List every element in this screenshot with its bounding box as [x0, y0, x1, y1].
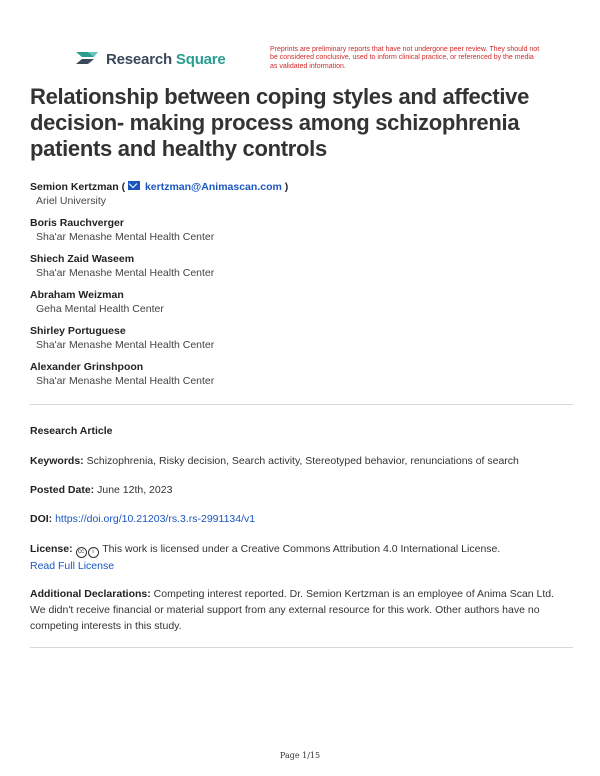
author-name: Boris Rauchverger: [30, 217, 124, 229]
author-item: [30, 180, 570, 216]
keywords: [30, 453, 570, 469]
additional-declarations: [30, 586, 570, 634]
logo-word-research: Research: [106, 50, 172, 68]
article-type: [30, 423, 570, 439]
logo-word-square: Square: [175, 50, 226, 68]
author-email-link[interactable]: [128, 181, 282, 193]
email-close-paren: ): [281, 181, 289, 193]
author-name: Shirley Portuguese: [30, 325, 126, 337]
author-affiliation: Sha'ar Menashe Mental Health Center: [36, 267, 215, 279]
keywords-value: Schizophrenia, Risky decision, Search activity, Stereotyped behavior, renunciations of search: [83, 455, 519, 467]
author-email: kertzman@Animascan.com: [144, 181, 282, 193]
keywords-label: Keywords:: [30, 455, 84, 467]
preprint-disclaimer: Preprints are preliminary reports that have not undergone peer review. They should not be considered conclusive, used to inform clinical practice, or referenced by the media as validated information.: [270, 46, 540, 70]
author-item: [30, 360, 570, 396]
section-divider: [30, 647, 573, 648]
email-open-paren: (: [118, 181, 126, 193]
author-affiliation: Sha'ar Menashe Mental Health Center: [36, 231, 215, 243]
attribution-icon: i: [88, 547, 99, 558]
doi-link[interactable]: https://doi.org/10.21203/rs.3.rs-2991134/v1: [55, 513, 256, 525]
section-divider: [30, 404, 573, 405]
author-item: [30, 216, 570, 252]
doi-label: DOI:: [30, 513, 53, 525]
author-name: Semion Kertzman: [30, 181, 119, 193]
author-item: [30, 324, 570, 360]
license-text: This work is licensed under a Creative Commons Attribution 4.0 International License.: [99, 543, 501, 555]
author-list: [30, 180, 570, 396]
declarations-text: Competing interest reported. Dr. Semion Kertzman is an employee of Anima Scan Ltd. We didn't receive financial or material support from any external resource for this work. Other authors have no competing interests in this study.: [30, 588, 555, 632]
author-name: Abraham Weizman: [30, 289, 124, 301]
read-full-license-link[interactable]: Read Full License: [30, 560, 115, 572]
author-affiliation: Ariel University: [36, 195, 107, 207]
research-square-logo-icon: [74, 48, 100, 70]
page-number: Page 1/15: [279, 751, 321, 760]
author-affiliation: Sha'ar Menashe Mental Health Center: [36, 375, 215, 387]
logo-text: [106, 51, 226, 68]
author-name: Shiech Zaid Waseem: [30, 253, 135, 265]
article-type-label: Research Article: [30, 425, 113, 437]
author-affiliation: Sha'ar Menashe Mental Health Center: [36, 339, 215, 351]
author-item: [30, 252, 570, 288]
posted-date: [30, 482, 570, 498]
posted-date-label: Posted Date:: [30, 484, 95, 496]
page-header: [74, 46, 540, 76]
posted-date-value: June 12th, 2023: [94, 484, 173, 496]
author-name: Alexander Grinshpoon: [30, 361, 144, 373]
research-square-logo[interactable]: [74, 48, 226, 70]
paper-title: Relationship between coping styles and affective decision- making process among schizophrenia patients and healthy controls: [30, 84, 530, 161]
author-item: [30, 288, 570, 324]
declarations-label: Additional Declarations:: [30, 588, 151, 600]
license-label: License:: [30, 543, 73, 555]
creative-commons-icon: cc: [76, 547, 87, 558]
author-affiliation: Geha Mental Health Center: [36, 303, 164, 315]
license: [30, 541, 570, 574]
envelope-icon: [128, 181, 140, 190]
doi: [30, 511, 570, 527]
